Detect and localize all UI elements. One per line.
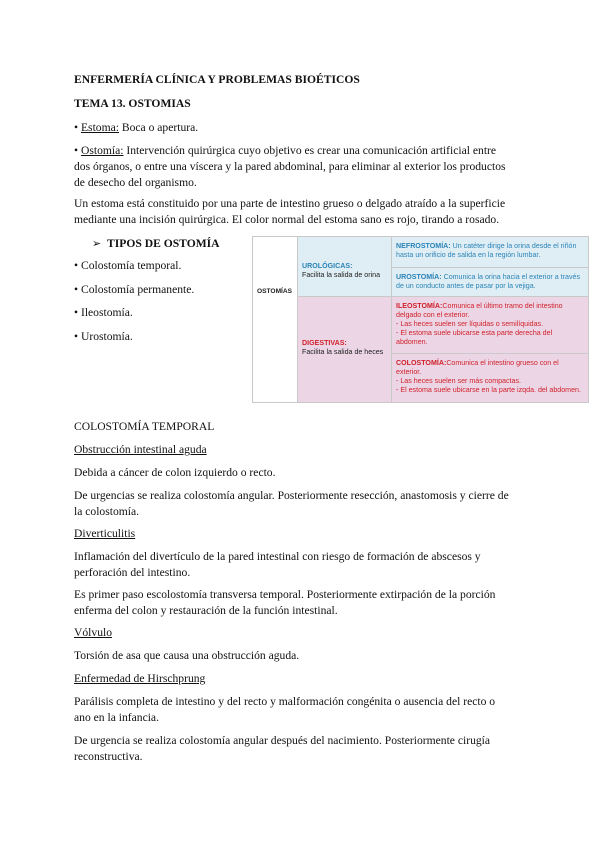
types-heading xyxy=(92,236,220,253)
ileostomia-text: Comunica el último tramo del intestino xyxy=(442,302,563,310)
section-heading: COLOSTOMÍA TEMPORAL xyxy=(74,420,215,433)
list-item: • Ileostomía. xyxy=(74,306,133,319)
ileostomia-line: abdomen. xyxy=(396,338,428,346)
paragraph-line: De urgencias se realiza colostomía angular. Posteriormente resección, anastomosis y cierre de xyxy=(74,489,509,502)
topic-heading: TEMA 13. OSTOMIAS xyxy=(74,97,191,110)
urostomia-text: Comunica la orina hacia el exterior a través xyxy=(441,273,580,281)
nefrostomia-text: Un catéter dirige la orina desde el riñón xyxy=(450,242,577,250)
subsection-title: Diverticulitis xyxy=(74,527,136,540)
definition-estoma xyxy=(74,120,198,137)
definition-text: Boca o apertura. xyxy=(118,121,199,134)
term-estoma: Estoma: xyxy=(80,121,119,134)
arrow-bullet-icon: ➢ xyxy=(92,237,102,250)
table-header-cell xyxy=(253,237,298,402)
colostomia-title: COLOSTOMÍA: xyxy=(396,359,447,367)
ileostomia-line: delgado con el exterior. xyxy=(396,311,470,319)
ileostomia-line xyxy=(396,302,585,311)
types-heading-text: TIPOS DE OSTOMÍA xyxy=(107,237,220,250)
ileostomia-line: - Las heces suelen ser líquidas o semilíquidas. xyxy=(396,320,544,328)
definition-ostomia xyxy=(74,143,496,160)
nefrostomia-line: hasta un orificio de salida en la región lumbar. xyxy=(396,251,541,259)
colostomia-text: Comunica el intestino grueso con el xyxy=(446,359,559,367)
digestivas-desc: Facilita la salida de heces xyxy=(302,348,384,356)
colostomia-line xyxy=(396,359,585,368)
bullet: • xyxy=(74,121,79,134)
nefrostomia-line xyxy=(396,242,585,251)
urostomia-title: UROSTOMÍA: xyxy=(396,273,442,281)
ileostomia-line: - El estoma suele ubicarse esta parte derecha del xyxy=(396,329,553,337)
urostomia-cell xyxy=(392,268,588,297)
digestivas-title: DIGESTIVAS: xyxy=(302,339,347,347)
nefrostomia-cell xyxy=(392,237,588,268)
definition-line: de desecho del organismo. xyxy=(74,176,197,189)
list-item: • Colostomía permanente. xyxy=(74,283,195,296)
bullet: • xyxy=(74,144,79,157)
paragraph-line: reconstructiva. xyxy=(74,750,143,763)
table-header-label: OSTOMÍAS xyxy=(257,288,293,295)
colostomia-line: - Las heces suelen ser más compactas. xyxy=(396,377,521,385)
stoma-paragraph-line: Un estoma está constituido por una parte de intestino grueso o delgado atraído a la superficie xyxy=(74,197,506,210)
definition-text: Intervención quirúrgica cuyo objetivo es crear una comunicación artificial entre xyxy=(123,144,497,157)
ostomy-types-table xyxy=(252,236,589,403)
ileostomia-title: ILEOSTOMÍA: xyxy=(396,302,443,310)
colostomia-line: exterior. xyxy=(396,368,422,376)
stoma-paragraph-line: mediante una incisión quirúrgica. El color normal del estoma sano es rojo, tirando a rosado. xyxy=(74,213,500,226)
paragraph-line: Inflamación del divertículo de la pared intestinal con riesgo de formación de abscesos y xyxy=(74,550,481,563)
subsection-title: Enfermedad de Hirschprung xyxy=(74,672,206,685)
subsection-title: Vólvulo xyxy=(74,626,113,639)
colostomia-cell xyxy=(392,354,588,402)
paragraph-line: De urgencia se realiza colostomía angular después del nacimiento. Posteriormente cirugía xyxy=(74,734,491,747)
document-title: ENFERMERÍA CLÍNICA Y PROBLEMAS BIOÉTICOS xyxy=(74,73,360,86)
nefrostomia-title: NEFROSTOMÍA: xyxy=(396,242,451,250)
paragraph-line: Debida a cáncer de colon izquierdo o recto. xyxy=(74,466,276,479)
urologicas-desc: Facilita la salida de orina xyxy=(302,271,381,279)
paragraph-line: ano en la infancia. xyxy=(74,711,159,724)
colostomia-line: - El estoma suele ubicarse en la parte izqda. del abdomen. xyxy=(396,386,581,394)
term-ostomia: Ostomía: xyxy=(80,144,124,157)
definition-line: dos órganos, o entre una víscera y la pared abdominal, para eliminar al exterior los productos xyxy=(74,160,506,173)
paragraph-line: Torsión de asa que causa una obstrucción aguda. xyxy=(74,649,300,662)
urologicas-cell xyxy=(298,237,392,297)
urostomia-line: de un conducto antes de pasar por la vejiga. xyxy=(396,282,536,290)
urostomia-line xyxy=(396,273,585,282)
paragraph-line: enferma del colon y restauración de la función intestinal. xyxy=(74,604,338,617)
paragraph-line: Parálisis completa de intestino y del recto y malformación congénita o ausencia del recto o xyxy=(74,695,496,708)
list-item: • Urostomía. xyxy=(74,330,133,343)
list-item: • Colostomía temporal. xyxy=(74,259,182,272)
paragraph-line: Es primer paso escolostomía transversa temporal. Posteriormente extirpación de la porción xyxy=(74,588,496,601)
subsection-title: Obstrucción intestinal aguda xyxy=(74,443,207,456)
urologicas-title: UROLÓGICAS: xyxy=(302,262,353,270)
digestivas-cell xyxy=(298,297,392,402)
paragraph-line: perforación del intestino. xyxy=(74,566,191,579)
paragraph-line: la colostomía. xyxy=(74,505,140,518)
ileostomia-cell xyxy=(392,297,588,354)
